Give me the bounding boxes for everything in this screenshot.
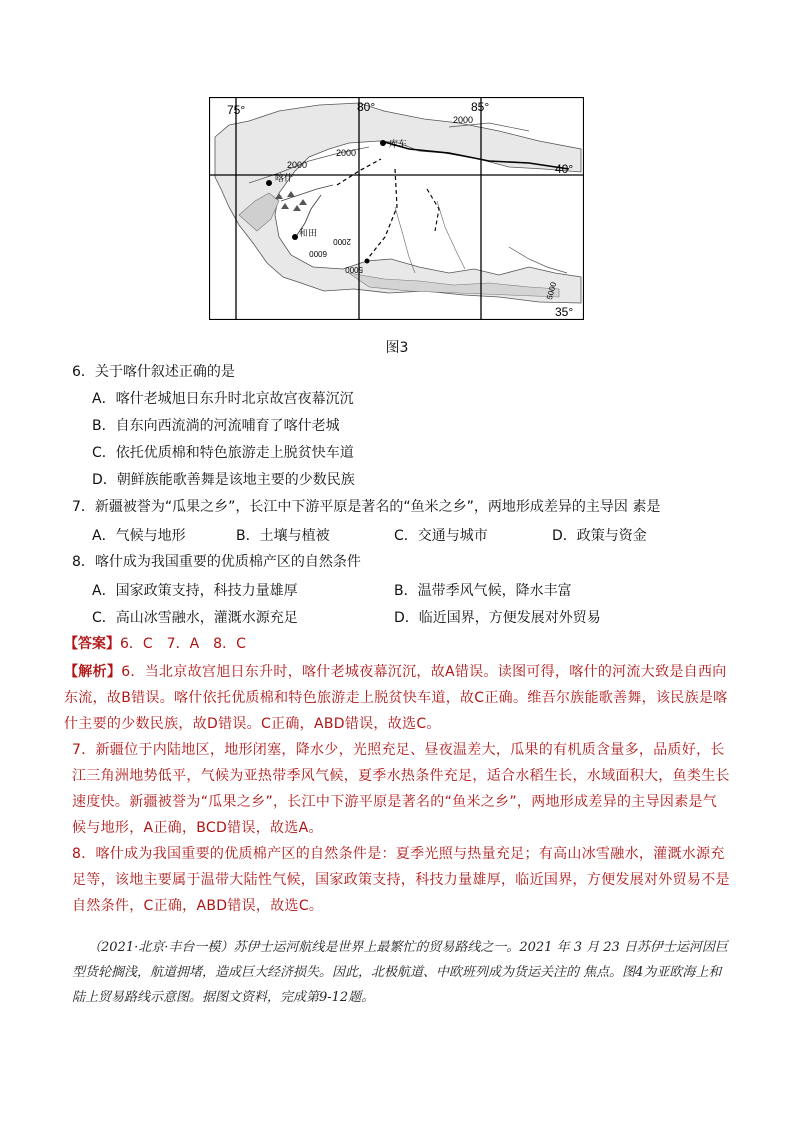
- lon-label: 75°: [227, 103, 246, 117]
- lat-label: 40°: [555, 162, 574, 176]
- q7-option-c: C．交通与城市: [394, 528, 488, 544]
- figure-caption: 图3: [385, 340, 409, 356]
- town-dot: [365, 259, 370, 264]
- contour-label: 2000: [333, 237, 351, 246]
- next-question-source: （2021·北京·丰台一模）苏伊士运河航线是世界上最繁忙的贸易路线之一。2021 年 3 月 23 日苏伊士运河因巨 型货轮搁浅，航道拥堵，造成巨大经济损失。因此，北极航道、中欧班列成为货运关注的 焦点。图4为亚欧海上和陆上贸易路线示意图。据图文资料，完成第9-12题。: [72, 940, 728, 1005]
- q7-option-b: B．土壤与植被: [236, 528, 330, 544]
- city-label: 和田: [299, 228, 318, 238]
- contour-label: 5000: [544, 281, 559, 301]
- answer-text: 6．C 7．A 8．C: [120, 636, 246, 652]
- analysis-p7: 7．新疆位于内陆地区，地形闭塞，降水少，光照充足、昼夜温差大，瓜果的有机质含量多，品质好，长江三角洲地势低平，气候为亚热带季风气候，夏季水热条件充足，适合水稻生长，水域面积大，鱼类生长速度快。新疆被誉为“瓜果之乡”，长江中下游平原是著名的“鱼米之乡”，两地形成差异的主导因素是气候与地形，A正确，BCD错误，故选A。: [72, 742, 730, 836]
- contour-label: 5000: [345, 265, 363, 274]
- contour-label: 2000: [453, 115, 474, 125]
- city-kuqa-dot: [380, 140, 386, 146]
- q8-option-c: C．高山冰雪融水，灌溉水源充足: [92, 610, 298, 626]
- q6-option-b: B．自东向西流淌的河流哺育了喀什老城: [92, 418, 340, 434]
- q7-option-d: D．政策与资金: [552, 528, 647, 544]
- q8-stem: 8．喀什成为我国重要的优质棉产区的自然条件: [72, 554, 361, 570]
- lon-label: 85°: [471, 100, 490, 114]
- q6-option-a: A．喀什老城旭日东升时北京故宫夜幕沉沉: [92, 391, 354, 407]
- city-hotan-dot: [292, 234, 298, 240]
- lon-label: 80°: [357, 100, 376, 114]
- analysis-p8: 8．喀什成为我国重要的优质棉产区的自然条件是：夏季光照与热量充足；有高山冰雪融水，灌溉水源充足等，该地主要属于温带大陆性气候，国家政策支持，科技力量雄厚，临近国界，方便发展对外贸易不是自然条件，C正确，ABD错误，故选C。: [72, 846, 730, 914]
- analysis-p6-text: 6．当北京故宫旭日东升时，喀什老城夜幕沉沉，故A错误。读图可得，喀什的河流大致是自西向东流，故B错误。喀什依托优质棉和特色旅游走上脱贫快车道，故C正确。维吾尔族能歌善舞，该民族是喀什主要的少数民族，故D错误。C正确，ABD错误，故选C。: [64, 664, 728, 732]
- analysis-label: 【解析】: [64, 664, 122, 680]
- xinjiang-map: [209, 97, 584, 320]
- answer-label: 【答案】: [64, 636, 120, 652]
- q6-option-d: D．朝鲜族能歌善舞是该地主要的少数民族: [92, 472, 355, 488]
- contour-label: 2000: [287, 160, 308, 170]
- q7-stem: 7．新疆被誉为“瓜果之乡”，长江中下游平原是著名的“鱼米之乡”，两地形成差异的主导因 素是: [72, 499, 661, 515]
- q7-option-a: A．气候与地形: [92, 528, 186, 544]
- city-kashgar-dot: [266, 180, 272, 186]
- q8-option-d: D．临近国界，方便发展对外贸易: [394, 610, 601, 626]
- lat-label: 35°: [555, 305, 574, 319]
- analysis-p6: [64, 659, 730, 737]
- contour-label: 2000: [336, 148, 357, 158]
- q6-option-c: C．依托优质棉和特色旅游走上脱贫快车道: [92, 445, 354, 461]
- city-label: 库车: [389, 139, 408, 149]
- contour-label: 6000: [309, 249, 327, 258]
- q8-option-a: A．国家政策支持，科技力量雄厚: [92, 583, 298, 599]
- q8-option-b: B．温带季风气候，降水丰富: [394, 583, 572, 599]
- city-label: 喀什: [275, 173, 294, 183]
- q6-stem: 6．关于喀什叙述正确的是: [72, 364, 235, 380]
- answer-line: [64, 634, 246, 654]
